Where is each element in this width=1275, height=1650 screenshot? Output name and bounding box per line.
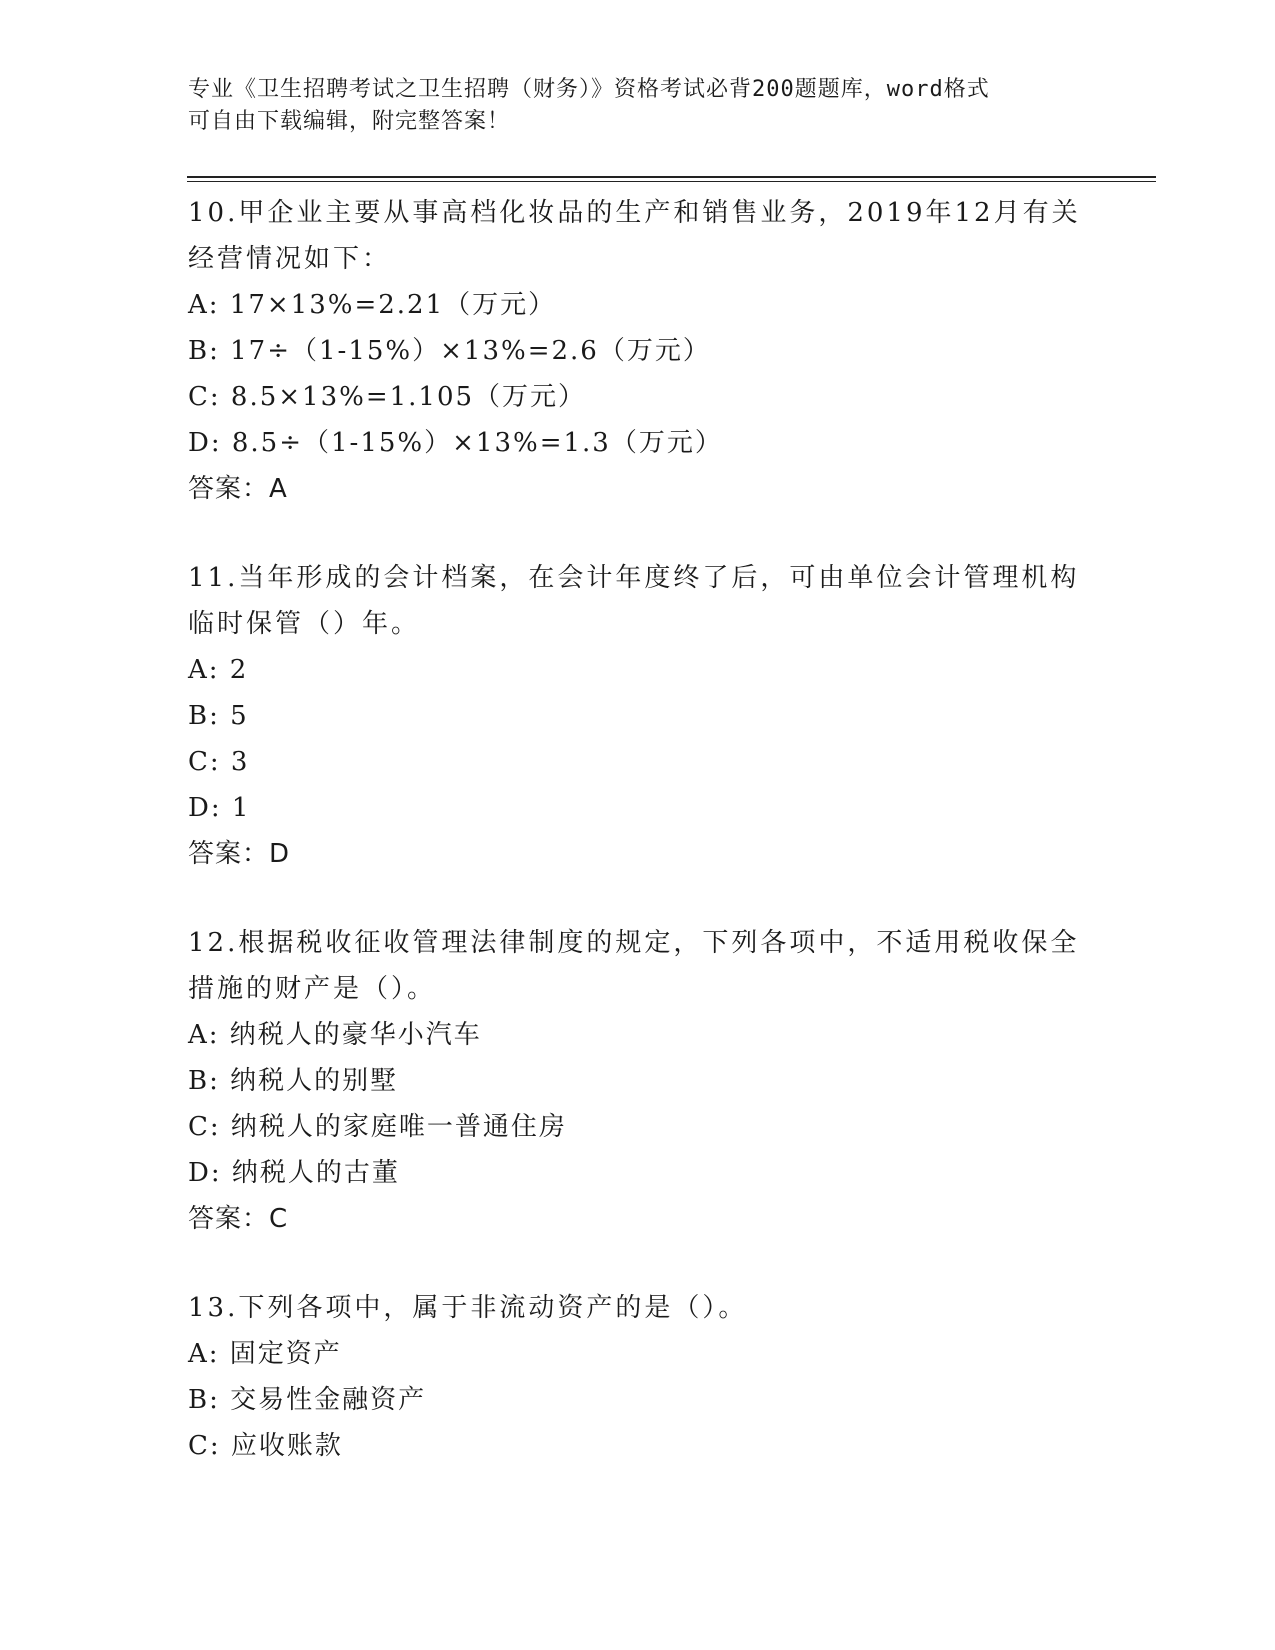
header-line-2: 可自由下载编辑，附完整答案！: [188, 109, 511, 134]
option-a: A: 固定资产: [188, 1339, 342, 1369]
option-a: A: 17×13%=2.21（万元）: [188, 290, 557, 320]
option-a: A: 2: [188, 655, 249, 685]
question-stem: 12.根据税收征收管理法律制度的规定，下列各项中，不适用税收保全措施的财产是（）。: [188, 928, 1080, 1004]
option-b: B: 交易性金融资产: [188, 1385, 427, 1415]
question-stem: 11.当年形成的会计档案，在会计年度终了后，可由单位会计管理机构临时保管（）年。: [188, 563, 1080, 639]
option-b: B: 17÷（1-15%）×13%=2.6（万元）: [188, 336, 711, 366]
option-c: C: 应收账款: [188, 1431, 343, 1461]
question-11: [188, 555, 1088, 877]
option-b: B: 5: [188, 701, 249, 731]
answer-text: 答案：C: [188, 1204, 289, 1234]
question-12: [188, 920, 1088, 1242]
question-13: [188, 1285, 1088, 1469]
answer-text: 答案：D: [188, 839, 291, 869]
option-d: D: 纳税人的古董: [188, 1158, 400, 1188]
question-stem: 10.甲企业主要从事高档化妆品的生产和销售业务，2019年12月有关经营情况如下：: [188, 198, 1081, 274]
header-divider-thick: [187, 176, 1156, 178]
option-d: D: 8.5÷（1-15%）×13%=1.3（万元）: [188, 428, 723, 458]
question-stem: 13.下列各项中，属于非流动资产的是（）。: [188, 1293, 748, 1323]
option-c: C: 3: [188, 747, 250, 777]
option-c: C: 8.5×13%=1.105（万元）: [188, 382, 587, 412]
option-c: C: 纳税人的家庭唯一普通住房: [188, 1112, 567, 1142]
question-10: [188, 190, 1088, 512]
answer-text: 答案：A: [188, 474, 288, 504]
header-line-1: 专业《卫生招聘考试之卫生招聘（财务）》资格考试必背200题题库，word格式: [188, 77, 990, 102]
option-a: A: 纳税人的豪华小汽车: [188, 1020, 482, 1050]
option-d: D: 1: [188, 793, 251, 823]
header-divider-thin: [187, 181, 1156, 182]
document-header: [188, 74, 1088, 138]
question-list: [188, 190, 1088, 1512]
option-b: B: 纳税人的别墅: [188, 1066, 399, 1096]
